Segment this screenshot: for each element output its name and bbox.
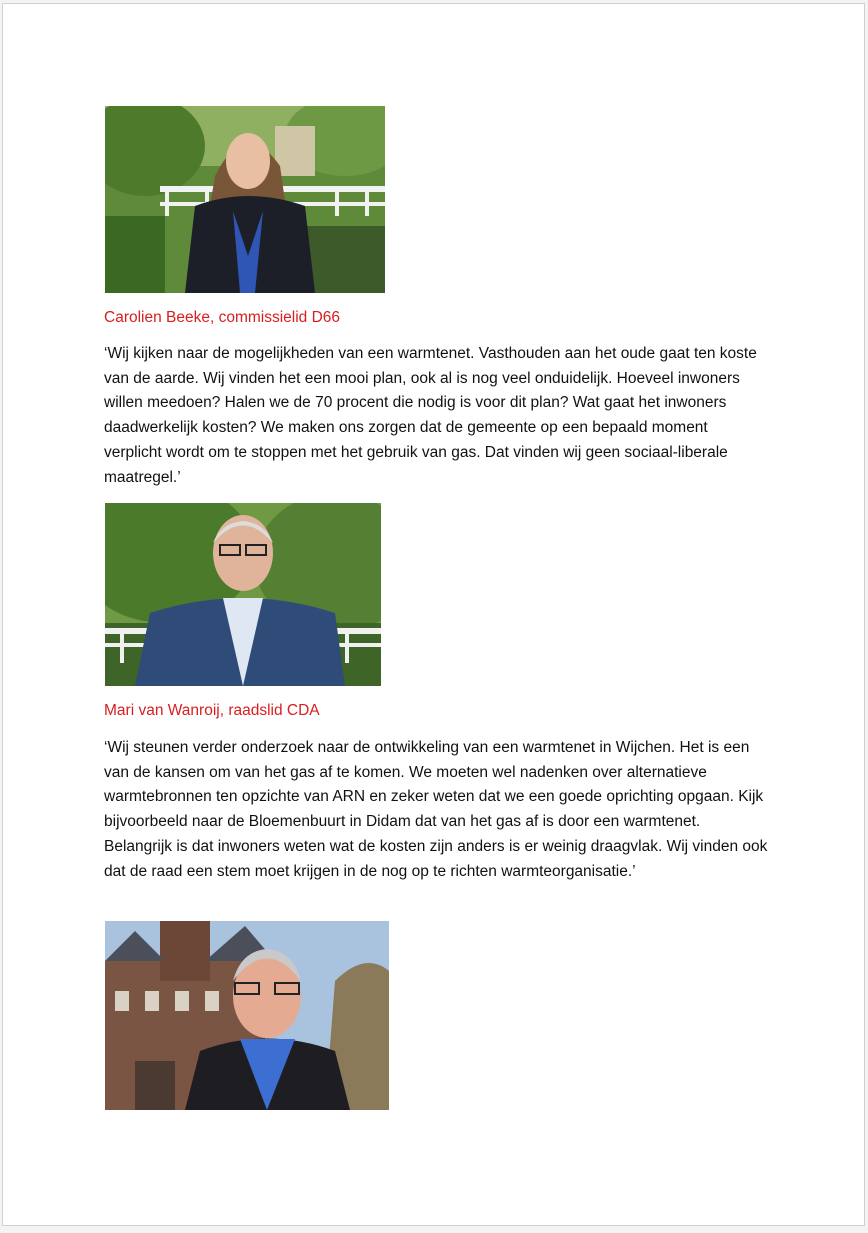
speaker-quote: ‘Wij kijken naar de mogelijkheden van een warmtenet. Vasthouden aan het oude gaat ten koste van de aarde. Wij vinden het een mooi plan, ook al is nog veel onduidelijk. Hoeveel inwoners willen meedoen? Halen we de 70 procent die nodig is voor dit plan? Wat gaat het inwoners daadwerkelijk kosten? We maken ons zorgen dat de gemeente op een bepaald moment verplicht wordt om te stoppen met het gebruik van gas. Dat vinden wij geen sociaal-liberale maatregel.’	[104, 345, 757, 486]
speaker-quote: ‘Wij steunen verder onderzoek naar de ontwikkeling van een warmtenet in Wijchen. Het is een van de kansen om van het gas af te komen. We moeten wel nadenken over alternatieve warmtebronnen ten opzichte van ARN en zeker weten dat we een goede oprichting opgaan. Kijk bijvoorbeeld naar de Bloemenbuurt in Didam dat van het gas af is door een warmtenet. Belangrijk is dat inwoners weten wat de kosten zijn anders is er weinig draagvlak. Wij vinden ook dat de raad een stem moet krijgen in de nog op te richten warmteorganisatie.’	[104, 739, 768, 880]
speaker-name: Mari van Wanroij, raadslid CDA	[104, 702, 320, 719]
portrait-photo-third-speaker	[105, 921, 389, 1110]
portrait-photo-mari-van-wanroij	[105, 503, 381, 686]
portrait-photo-carolien-beeke	[105, 106, 385, 293]
speaker-name: Carolien Beeke, commissielid D66	[104, 309, 341, 326]
